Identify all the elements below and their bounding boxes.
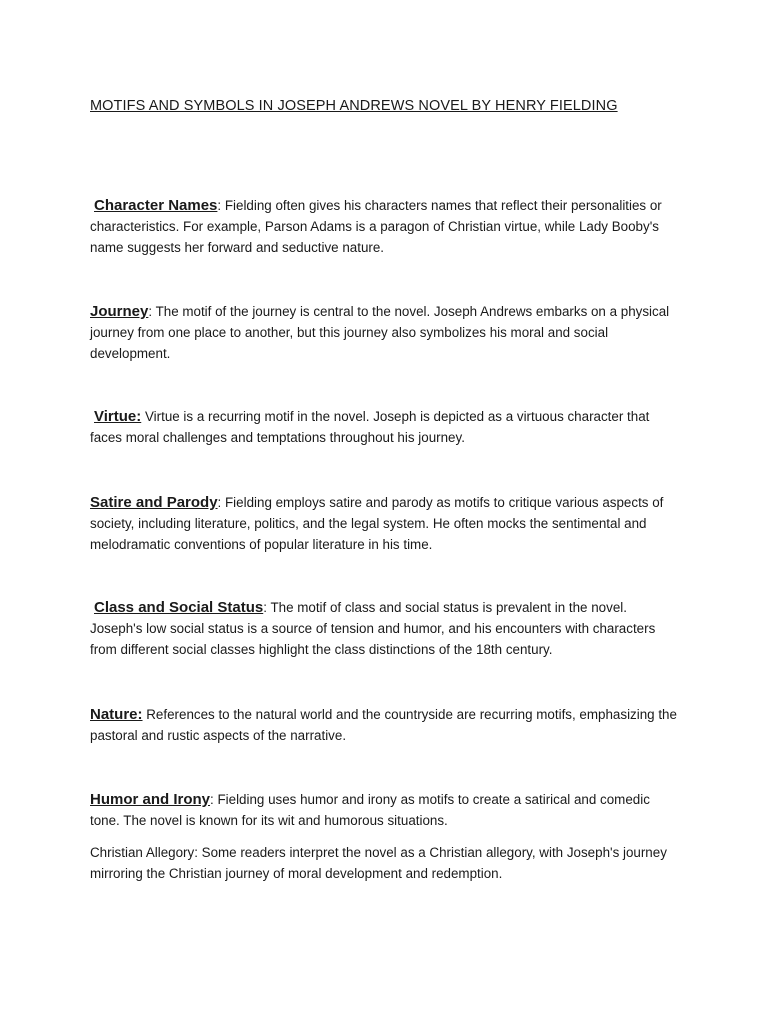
section-nature <box>90 704 680 746</box>
section-class-and-social-status <box>90 597 680 660</box>
section-heading: Satire and Parody <box>90 494 218 511</box>
section-separator: : <box>263 600 271 615</box>
section-separator: : <box>210 792 218 807</box>
section-heading: Humor and Irony <box>90 791 211 808</box>
closing-paragraph: Christian Allegory: Some readers interpret the novel as a Christian allegory, with Joseph's journey mirroring the Christian journey of moral development and redemption. <box>90 845 667 881</box>
section-separator: : <box>217 198 225 213</box>
section-separator: : <box>148 304 156 319</box>
section-body: Virtue is a recurring motif in the novel. Joseph is depicted as a virtuous character that faces moral challenges and temptations throughout his journey. <box>90 409 650 445</box>
section-heading: Character Names <box>94 197 218 214</box>
section-journey <box>90 301 680 364</box>
section-virtue <box>90 406 680 448</box>
section-character-names <box>90 195 680 258</box>
section-humor-and-irony <box>90 789 680 831</box>
section-body: The motif of class and social status is prevalent in the novel. Joseph's low social status is a source of tension and humor, and his encounters with characters from different social classes highlight the class distinctions of the 18th century. <box>90 600 656 657</box>
section-heading: Nature: <box>90 706 143 723</box>
section-body: Fielding uses humor and irony as motifs to create a satirical and comedic tone. The novel is known for its wit and humorous situations. <box>90 792 650 828</box>
section-body: The motif of the journey is central to the novel. Joseph Andrews embarks on a physical journey from one place to another, but this journey also symbolizes his moral and social development. <box>90 304 670 361</box>
document-title: MOTIFS AND SYMBOLS IN JOSEPH ANDREWS NOVEL BY HENRY FIELDING <box>90 98 618 114</box>
section-satire-and-parody <box>90 492 680 555</box>
section-heading: Journey <box>90 303 149 320</box>
section-heading: Virtue: <box>94 408 142 425</box>
section-heading: Class and Social Status <box>94 599 264 616</box>
section-separator: : <box>217 495 225 510</box>
section-body: Fielding employs satire and parody as motifs to critique various aspects of society, including literature, politics, and the legal system. He often mocks the sentimental and melodramatic conventions of popular literature in his time. <box>90 495 664 552</box>
section-body: References to the natural world and the countryside are recurring motifs, emphasizing the pastoral and rustic aspects of the narrative. <box>90 707 677 743</box>
section-body: Fielding often gives his characters names that reflect their personalities or characteristics. For example, Parson Adams is a paragon of Christian virtue, while Lady Booby's name suggests her forward and seductive nature. <box>90 198 662 255</box>
